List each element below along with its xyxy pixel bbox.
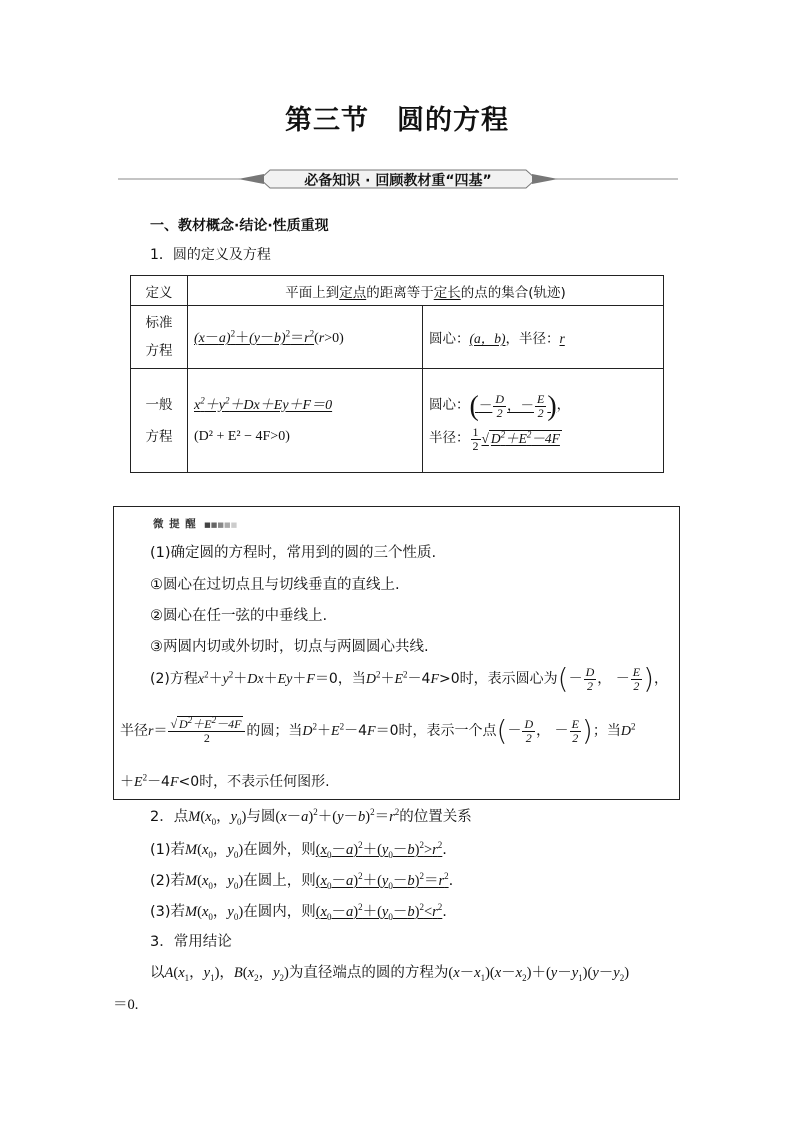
case-outside: (1)若$M(x_0$，$y_0$)在圆外，则$(x_0-a)^2+(y_0-b)^2>r^2$.: [150, 840, 447, 860]
tip-line-4: ③两圆内切或外切时，切点与两圆圆心共线.: [150, 639, 429, 655]
conclusion-line-2: ＝0.: [113, 997, 139, 1013]
fixed-point: 定点: [339, 284, 367, 301]
gen-center-radius: 圆心：(－ $\frac{D}{2}$ ，－ $\frac{E}{2}$ )， 半径： $\frac{1}{2}$ √ $D^2+E^2-4F$: [423, 369, 664, 473]
def-label: 定义: [131, 276, 188, 306]
tip-line-3: ②圆心在任一弦的中垂线上.: [150, 608, 328, 624]
subsection-heading-1: 1．圆的定义及方程: [150, 247, 271, 263]
subsection-heading-2: 2．点$M(x_0$，$y_0$)与圆$(x-a)^2+(y-b)^2=r^2$的位置关系: [150, 807, 472, 827]
conclusion-line-1: 以$A(x_1$，$y_1$)，$B(x_2$，$y_2$)为直径端点的圆的方程为$(x-x_1)(x-x_2)+(y-y_1)(y-y_2)$: [150, 965, 630, 983]
gen-equation: $x^2+y^2+Dx+Ey+F=0$ (D² + E² − 4F>0): [188, 369, 423, 473]
tip-line-1: (1)确定圆的方程时，常用到的圆的三个性质.: [150, 545, 437, 561]
tip-line-5: (2)方程$x^2+y^2+Dx+Ey+F=0$，当$D^2+E^2-4F>0$时，表示圆心为(－ $\frac{D}{2}$ ， － $\frac{E}{2}$ )，: [150, 662, 669, 695]
section-banner: [118, 166, 678, 192]
banner-text: 必备知识 · 回顾教材重“四基”: [304, 173, 492, 189]
gen-label: 一般 方程: [131, 369, 188, 473]
tip-decoration-icon: ■■■■■: [204, 521, 238, 529]
case-on: (2)若$M(x_0$，$y_0$)在圆上，则$(x_0-a)^2+(y_0-b)^2=r^2$.: [150, 871, 454, 891]
page-title: 第三节 圆的方程: [285, 105, 509, 136]
subsection-heading-3: 3．常用结论: [150, 934, 232, 950]
tip-line-2: ①圆心在过切点且与切线垂直的直线上.: [150, 577, 400, 593]
std-center-radius: 圆心：(a，b)，半径：r: [423, 306, 664, 369]
std-label: 标准 方程: [131, 306, 188, 369]
std-equation: $(x-a)^2+(y-b)^2=r^2(r>0)$: [188, 306, 423, 369]
def-content: 平面上到定点的距离等于定长的点的集合(轨迹): [188, 276, 664, 306]
circle-definition-table: [130, 275, 664, 473]
section-heading: 一、教材概念·结论·性质重现: [150, 218, 329, 234]
case-inside: (3)若$M(x_0$，$y_0$)在圆内，则$(x_0-a)^2+(y_0-b)^2<r^2$.: [150, 902, 447, 922]
tip-header: 微 提 醒 ■■■■■: [153, 518, 238, 530]
tip-line-7: $+E^2-4F<0$时，不表示任何图形.: [120, 772, 330, 790]
tip-line-6: 半径r＝ $\frac{√ D^2+E^2-4F}{2}$ 的圆；当$D^2+E^2-4F=0$时，表示一个点(－ $\frac{D}{2}$ ， － $\frac{E}{2}$ )；当$D^2$: [120, 714, 636, 747]
fixed-length: 定长: [433, 284, 461, 301]
